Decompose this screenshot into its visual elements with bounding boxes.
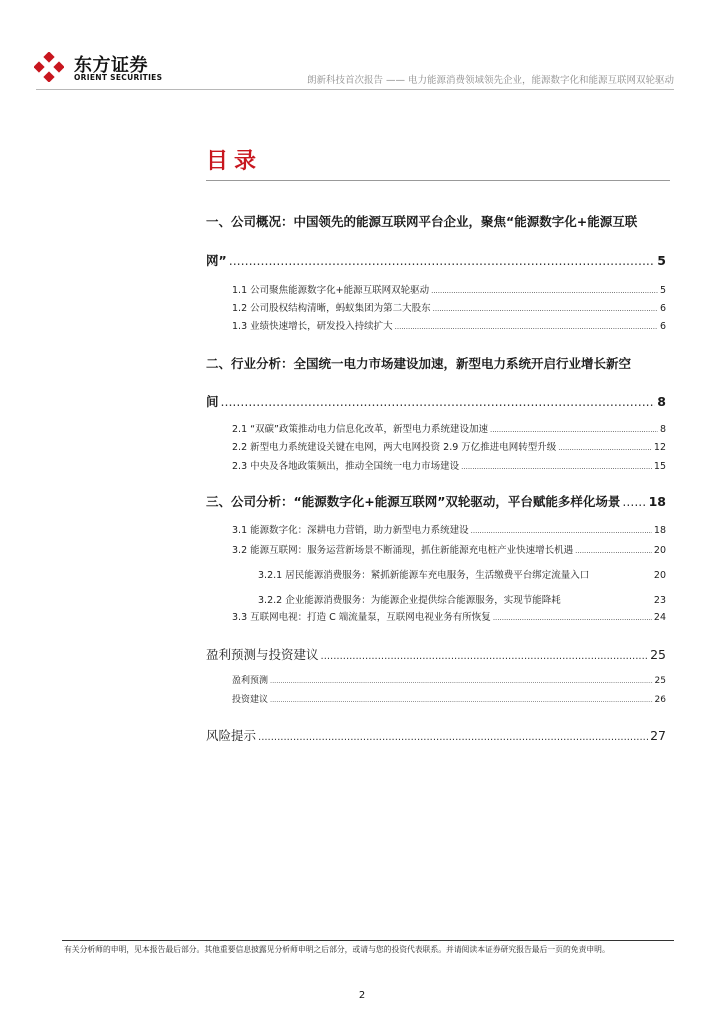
toc-dot-leader <box>622 494 646 509</box>
toc-entry-3-2-1[interactable] <box>258 567 666 581</box>
toc-entry-page: 20 <box>653 570 666 581</box>
toc-dot-leader <box>431 287 658 295</box>
toc-entry-title: 1.2 公司股权结构清晰，蚂蚁集团为第二大股东 <box>232 303 431 314</box>
toc-entry-page: 8 <box>657 394 666 409</box>
toc-entry-title: 3.1 能源数字化：深耕电力营销，助力新型电力系统建设 <box>232 525 469 536</box>
toc-entry-title: 2.1 “双碳”政策推动电力信息化改革，新型电力系统建设加速 <box>232 424 488 435</box>
toc-entry-title: 三、公司分析：“能源数字化+能源互联网”双轮驱动，平台赋能多样化场景 <box>206 494 621 509</box>
toc-entry-1-3[interactable] <box>232 318 666 332</box>
toc-entry-2-2[interactable] <box>232 439 666 453</box>
toc-dot-leader <box>258 732 648 743</box>
toc-dot-leader <box>433 305 658 313</box>
toc-entry-1-1[interactable] <box>232 282 666 296</box>
toc-entry-page: 18 <box>648 494 666 509</box>
toc-entry-section-3[interactable] <box>206 492 666 510</box>
toc-dot-leader <box>461 463 652 471</box>
toc-entry-page: 27 <box>650 728 666 743</box>
toc-dot-leader <box>575 547 652 555</box>
toc-entry-page: 8 <box>659 424 666 435</box>
orient-securities-logo-icon <box>34 52 64 82</box>
toc-entry-page: 24 <box>653 612 666 623</box>
toc-entry-3-2-2[interactable] <box>258 592 666 606</box>
toc-entry-title: 1.1 公司聚焦能源数字化+能源互联网双轮驱动 <box>232 285 430 296</box>
toc-entry-title: 3.2.1 居民能源消费服务：紧抓新能源车充电服务，生活缴费平台绑定流量入口 <box>258 570 590 581</box>
toc-dot-leader <box>558 444 652 452</box>
page-number: 2 <box>358 990 366 1001</box>
toc-entry-section-1[interactable] <box>206 251 666 269</box>
toc-entry-title: 2.3 中央及各地政策频出，推动全国统一电力市场建设 <box>232 461 460 472</box>
toc-entry-page: 5 <box>657 253 666 268</box>
toc-dot-leader <box>221 394 656 409</box>
toc-dot-leader <box>321 651 649 662</box>
toc-entry-3-2[interactable] <box>232 542 666 556</box>
toc-entry-title: 网” <box>206 253 227 268</box>
toc-entry-forecast-and-advice[interactable] <box>206 645 666 663</box>
toc-title-divider <box>206 180 670 181</box>
report-running-title: 朗新科技首次报告 —— 电力能源消费领域领先企业，能源数字化和能源互联网双轮驱动 <box>306 75 674 86</box>
footer-disclaimer: 有关分析师的申明，见本报告最后部分。其他重要信息披露见分析师申明之后部分，或请与您的投资代表联系。并请阅读本证券研究报告最后一页的免责申明。 <box>64 945 610 954</box>
toc-dot-leader <box>395 323 658 331</box>
toc-entry-page: 25 <box>650 647 666 662</box>
toc-entry-2-1[interactable] <box>232 421 666 435</box>
toc-dot-leader <box>490 426 658 434</box>
toc-entry-title: 盈利预测 <box>232 676 269 686</box>
toc-entry-page: 6 <box>659 303 666 314</box>
toc-entry-title: 3.3 互联网电视：打造 C 端流量泵，互联网电视业务有所恢复 <box>232 612 491 623</box>
toc-entry-1-2[interactable] <box>232 300 666 314</box>
toc-entry-title: 3.2.2 企业能源消费服务：为能源企业提供综合能源服务，实现节能降耗 <box>258 595 561 606</box>
toc-entry-page: 6 <box>659 321 666 332</box>
toc-entry-investment-advice[interactable] <box>232 692 666 705</box>
toc-entry-title: 间 <box>206 394 219 409</box>
toc-title: 目录 <box>206 149 263 174</box>
toc-entry-risk[interactable] <box>206 726 666 744</box>
toc-entry-3-3[interactable] <box>232 609 666 623</box>
logo-chinese-name: 东方证券 <box>74 55 148 76</box>
toc-entry-page: 18 <box>653 525 666 536</box>
toc-entry-2-3[interactable] <box>232 458 666 472</box>
toc-entry-page: 25 <box>654 676 666 686</box>
header-divider <box>36 89 674 90</box>
toc-entry-section-2[interactable] <box>206 392 666 410</box>
toc-entry-title: 1.3 业绩快速增长，研发投入持续扩大 <box>232 321 393 332</box>
toc-entry-profit-forecast[interactable] <box>232 673 666 686</box>
toc-entry-title: 盈利预测与投资建议 <box>206 647 319 662</box>
toc-entry-section-2-line1[interactable]: 二、行业分析：全国统一电力市场建设加速，新型电力系统开启行业增长新空 <box>206 356 632 371</box>
toc-dot-leader <box>493 614 652 622</box>
toc-dot-leader <box>270 696 653 704</box>
toc-entry-title: 风险提示 <box>206 728 257 743</box>
toc-dot-leader <box>270 677 653 685</box>
toc-dot-leader <box>229 253 656 268</box>
toc-entry-page: 26 <box>654 695 666 705</box>
toc-entry-page: 5 <box>659 285 666 296</box>
toc-entry-title: 投资建议 <box>232 695 269 705</box>
toc-entry-page: 12 <box>653 442 666 453</box>
logo-english-name: ORIENT SECURITIES <box>74 73 163 82</box>
toc-entry-page: 20 <box>653 545 666 556</box>
toc-entry-page: 23 <box>653 595 666 606</box>
toc-entry-3-1[interactable] <box>232 522 666 536</box>
toc-dot-leader <box>471 527 652 535</box>
company-logo <box>34 50 164 84</box>
toc-entry-title: 3.2 能源互联网：服务运营新场景不断涌现，抓住新能源充电桩产业快速增长机遇 <box>232 545 574 556</box>
toc-entry-title: 2.2 新型电力系统建设关键在电网，两大电网投资 2.9 万亿推进电网转型升级 <box>232 442 557 453</box>
toc-entry-page: 15 <box>653 461 666 472</box>
toc-entry-section-1-line1[interactable]: 一、公司概况：中国领先的能源互联网平台企业，聚焦“能源数字化+能源互联 <box>206 214 638 229</box>
footer-divider <box>62 940 674 941</box>
